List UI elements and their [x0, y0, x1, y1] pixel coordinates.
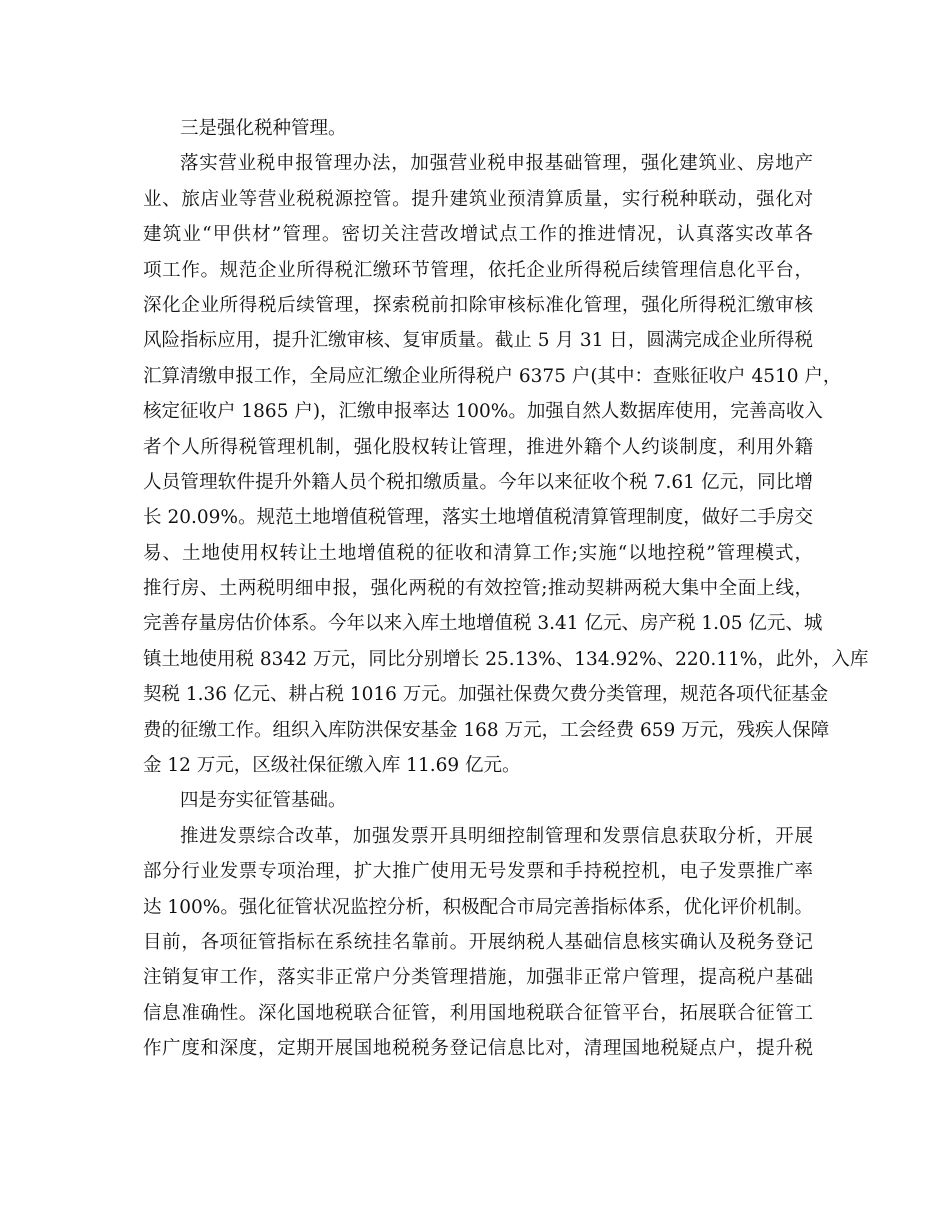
- paragraph-line: 深化企业所得税后续管理，探索税前扣除审核标准化管理，强化所得税汇缴审核: [143, 294, 813, 316]
- paragraph-line: 达 100%。强化征管状况监控分析，积极配合市局完善指标体系，优化评价机制。: [143, 896, 813, 918]
- paragraph-line: 费的征缴工作。组织入库防洪保安基金 168 万元，工会经费 659 万元，残疾人保障: [143, 719, 830, 741]
- paragraph-line: 建筑业“甲供材”管理。密切关注营改增试点工作的推进情况，认真落实改革各: [143, 224, 813, 246]
- paragraph-line: 项工作。规范企业所得税汇缴环节管理，依托企业所得税后续管理信息化平台，: [143, 259, 813, 281]
- paragraph-line: 风险指标应用，提升汇缴审核、复审质量。截止 5 月 31 日，圆满完成企业所得税: [143, 330, 813, 352]
- paragraph-line: 易、土地使用权转让土地增值税的征收和清算工作;实施“以地控税”管理模式，: [143, 542, 813, 564]
- paragraph-line: 人员管理软件提升外籍人员个税扣缴质量。今年以来征收个税 7.61 亿元，同比增: [143, 471, 813, 493]
- paragraph-line: 者个人所得税管理机制，强化股权转让管理，推进外籍个人约谈制度，利用外籍: [143, 436, 813, 458]
- paragraph-line: 目前，各项征管指标在系统挂名靠前。开展纳税人基础信息核实确认及税务登记: [143, 931, 813, 953]
- paragraph-line: 落实营业税申报管理办法，加强营业税申报基础管理，强化建筑业、房地产: [180, 153, 813, 175]
- section-heading: 三是强化税种管理。: [180, 118, 347, 139]
- paragraph-line: 推行房、土两税明细申报，强化两税的有效控管;推动契耕两税大集中全面上线，: [143, 578, 813, 600]
- paragraph-line: 业、旅店业等营业税税源控管。提升建筑业预清算质量，实行税种联动，强化对: [143, 188, 813, 210]
- document-body: [143, 111, 869, 1067]
- paragraph-line-last: 金 12 万元，区级社保征缴入库 11.69 亿元。: [143, 755, 521, 777]
- paragraph-line: 注销复审工作，落实非正常户分类管理措施，加强非正常户管理，提高税户基础: [143, 967, 813, 989]
- paragraph-line: 信息准确性。深化国地税联合征管，利用国地税联合征管平台，拓展联合征管工: [143, 1002, 813, 1024]
- paragraph-line: 核定征收户 1865 户)，汇缴申报率达 100%。加强自然人数据库使用，完善高收入: [143, 401, 823, 423]
- paragraph-line: 推进发票综合改革，加强发票开具明细控制管理和发票信息获取分析，开展: [180, 825, 813, 847]
- section-heading: 四是夯实征管基础。: [180, 790, 347, 812]
- paragraph-line: 长 20.09%。规范土地增值税管理，落实土地增值税清算管理制度，做好二手房交: [143, 507, 813, 529]
- paragraph-line: 契税 1.36 亿元、耕占税 1016 万元。加强社保费欠费分类管理，规范各项代征基金: [143, 684, 829, 706]
- paragraph-line: 镇土地使用税 8342 万元，同比分别增长 25.13%、134.92%、220.11%，此外，入库: [143, 648, 869, 670]
- paragraph-line: 部分行业发票专项治理，扩大推广使用无号发票和手持税控机，电子发票推广率: [143, 861, 813, 883]
- paragraph-line: 作广度和深度，定期开展国地税税务登记信息比对，清理国地税疑点户，提升税: [143, 1038, 813, 1060]
- paragraph-line: 完善存量房估价体系。今年以来入库土地增值税 3.41 亿元、房产税 1.05 亿元、城: [143, 613, 823, 635]
- paragraph-line: 汇算清缴申报工作，全局应汇缴企业所得税户 6375 户(其中：查账征收户 4510 户，: [143, 365, 842, 387]
